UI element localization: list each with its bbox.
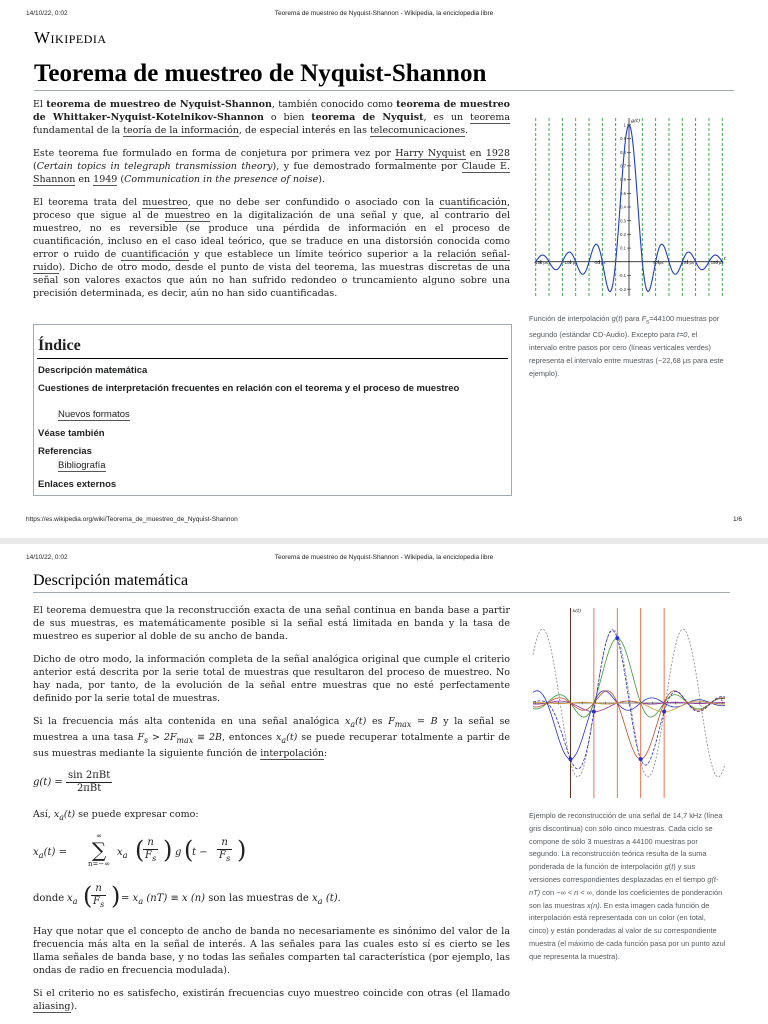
x-tick-label: 150 μs	[710, 259, 724, 265]
print-title: Teorema de muestreo de Nyquist-Shannon - Wikipedia, la enciclopedia libre	[274, 10, 494, 17]
print-footer	[26, 516, 742, 528]
toc-item-descripcion[interactable]: Descripción matemática	[38, 365, 148, 376]
sample-point	[639, 757, 643, 761]
x-axis-label: t	[721, 697, 724, 703]
paragraph-2: Este teorema fue formulado en forma de conjetura por primera vez por Harry Nyquist en 1928 (Certain topics in telegraph transmission theory), y fue demostrado formalmente por Claude E. Shannon en 1949 (Communication in the presence of noise).	[33, 148, 511, 185]
y-tick-label: 0.2	[620, 231, 626, 237]
link-claude-shannon[interactable]: Claude E. Shannon	[33, 161, 510, 185]
wordmark-text: Wikipedia	[34, 28, 107, 47]
pdf-page-2: 14/10/22, 0:02 Teorema de muestreo de Nyquist-Shannon - Wikipedia, la enciclopedia libre Descripción matemática El teorema demuestra que la reconstrucción exacta de una señal continua en banda base a partir de sus muestras, es matemáticamente posible si la señal está limitada en banda y la tasa de muestreo es superior al doble de su ancho de banda. Dicho de otro modo, la información completa de la señal analógica original que cumple el criterio anterior está descrita por la serie total de muestras que resultaron del proceso de muestreo. No hay nada, por tanto, de la evolución de la señal entre muestras que no esté perfectamente definido por la serie total de muestras. Si la frecuencia más alta contenida en una señal analógica $x_a(t)$ es $F_{max} = B$ y la señal se muestrea a una tasa $F_s > 2F_{max} \equiv 2B$, entonces $x_a(t)$ se puede recuperar totalmente a partir de sus muestras mediante la siguiente función de interpolación: g(t) = $\frac{\text{sin 2πBt}}{\text{2πBt}}$ Así, $x_a(t)$ se puede expresar como: $x_a(t)$ = ∞ ∑ n=−∞ $x_a$ ( $\frac{n}{F_s}$ ) g ( t − $\frac{n}{F_s}$ ) donde $x_a$ ( $\frac{n}{F_s}$ ) = $x_a$ (nT) ≡ x (n) son las muestras de $x_a$ (t). Hay que notar que el concepto de ancho de banda no necesariamente es sinónimo del valor de la frecuencia más alta en la señal de interés. A las señales para las cuales esto sí es cierto se les llama señales de banda base, y no todas las señales comparten tal característica (por ejemplo, las ondas de radio en frecuencia modulada). Si el criterio no es satisfecho, existirán frecuencias cuyo muestreo coincide con otras (el llamado aliasing). x(t) t Ejemplo de reconstrucción de una señal de 14,7 kHz (línea gris discontinua) con sólo cinco muestras. Cada ciclo se compone de sólo 3 muestras a 44100 muestras por segundo. La reconstrucción teórica resulta de la suma ponderada de la función de interpolación g(t) y sus versiones correspondientes desplazadas en el tiempo g(t-nT) con −∞ < n < ∞, donde los coeficientes de ponderación son las muestras x(n). En esta imagen cada función de interpolación está representada con un color (en total, cinco) y están ponderadas al valor de su correspondiente muestra (el máximo de cada función pasa por un punto azul que representa la muestra).	[0, 544, 768, 1024]
x-tick-label: -150 μs	[533, 259, 548, 265]
link-telecomunicaciones[interactable]: telecomunicaciones	[369, 125, 466, 136]
y-tick-label: 0.6	[620, 177, 626, 183]
table-of-contents	[33, 324, 512, 496]
paragraph-ancho-banda: Hay que notar que el concepto de ancho de banda no necesariamente es sinónimo del valor de la frecuencia más alta en la señal de interés. A las señales para las cuales esto sí es cierto se les llama señales de banda base, y no todas las señales comparten tal característica (por ejemplo, las ondas de radio en frecuencia modulada).	[33, 926, 510, 976]
link-cuantificacion-2[interactable]: cuantificación	[121, 249, 189, 260]
figure-1-caption: Función de interpolación g(t) para $F_s=44100$ muestras por segundo (estándar CD-Audio). Excepto para t=0, el intervalo entre pasos por cero (líneas verticales verdes) representa el intervalo entre muestras (~22,68 μs para este ejemplo).	[529, 314, 724, 378]
y-tick-label: 1	[623, 122, 626, 128]
y-tick-label: 0.8	[620, 149, 626, 155]
link-teorema[interactable]: teorema	[470, 112, 510, 123]
print-url: https://es.wikipedia.org/wiki/Teorema_de_muestreo_de_Nyquist-Shannon	[26, 516, 238, 523]
y-tick-label: 0.1	[620, 245, 626, 251]
toc-divider	[37, 358, 508, 359]
toc-item-enlaces-externos[interactable]: Enlaces externos	[38, 479, 117, 490]
paragraph-aliasing: Si el criterio no es satisfecho, existirán frecuencias cuyo muestreo coincide con otras (el llamado aliasing).	[33, 988, 510, 1012]
equation-g: g(t) = $\frac{\text{sin 2πBt}}{\text{2πBt}}$	[33, 770, 111, 794]
sinc-chart	[527, 110, 729, 306]
sample-point	[592, 710, 596, 714]
x-tick-label: 100 μs	[681, 259, 695, 265]
link-muestreo-2[interactable]: muestreo	[164, 210, 211, 221]
link-interpolacion[interactable]: interpolación	[260, 747, 325, 759]
y-tick-label: 0.7	[620, 163, 626, 169]
y-tick-label: 0.9	[620, 136, 626, 142]
toc-item-referencias[interactable]: Referencias	[38, 446, 92, 457]
link-teoria-informacion[interactable]: teoría de la información	[123, 125, 239, 136]
print-header	[26, 10, 742, 22]
link-1928[interactable]: 1928	[485, 148, 511, 159]
equation-donde: donde $x_a$ ( $\frac{n}{F_s}$ ) = $x_a$ (nT) ≡ x (n) son las muestras de $x_a$ (t).	[33, 882, 341, 910]
reconstruction-figure[interactable]	[529, 602, 731, 802]
section-heading-descripcion: Descripción matemática	[33, 572, 730, 593]
y-tick-label: -0.1	[618, 273, 626, 279]
page-title: Teorema de muestreo de Nyquist-Shannon	[34, 60, 734, 91]
print-header	[26, 554, 742, 566]
link-muestreo[interactable]: muestreo	[142, 197, 188, 208]
y-tick-label: 0.3	[620, 218, 626, 224]
paragraph-3: El teorema trata del muestreo, que no debe ser confundido o asociado con la cuantificación, proceso que sigue al de muestreo en la digitalización de una señal y que, al contrario del muestreo, no es reversible (se produce una pérdida de información en el proceso de cuantificación, incluso en el caso ideal teórico, que se traduce en una distorsión conocida como error o ruido de cuantificación y que establece un límite teórico superior a la relación señal-ruido). Dicho de otro modo, desde el punto de vista del teorema, las muestras discretas de una señal son valores exactos que aún no han sufrido redondeo o truncamiento alguno sobre una precisión determinada, es decir, aún no han sido cuantificadas.	[33, 197, 510, 299]
paragraph-2: Dicho de otro modo, la información completa de la señal analógica original que cumple el criterio anterior está descrita por la serie total de muestras que resultaron del proceso de muestreo. No hay nada, por tanto, de la evolución de la señal entre muestras que no esté perfectamente definido por la serie total de muestras.	[33, 654, 510, 704]
x-axis-label: t	[724, 255, 727, 262]
sample-point	[568, 757, 572, 761]
link-cuantificacion[interactable]: cuantificación	[439, 197, 507, 208]
print-page-number: 1/6	[732, 516, 742, 523]
print-datetime: 14/10/22, 0:02	[26, 10, 68, 17]
sample-point	[615, 636, 619, 640]
article-intro	[33, 98, 510, 310]
paragraph-3: Si la frecuencia más alta contenida en una señal analógica $x_a(t)$ es $F_{max} = B$ y la señal se muestrea a una tasa $F_s > 2F_{max} \equiv 2B$, entonces $x_a(t)$ se puede recuperar totalmente a partir de sus muestras mediante la siguiente función de interpolación:	[33, 716, 511, 759]
y-axis-label: g(t)	[631, 118, 641, 124]
paragraph-1: El teorema de muestreo de Nyquist-Shannon, también conocido como teorema de muestreo de Whittaker-Nyquist-Kotelnikov-Shannon o bien teorema de Nyquist, es un teorema fundamental de la teoría de la información, de especial interés en las telecomunicaciones.	[33, 99, 511, 136]
y-tick-label: -0.2	[618, 286, 626, 292]
toc-item-vease-tambien[interactable]: Véase también	[38, 428, 105, 439]
figure-2-caption: Ejemplo de reconstrucción de una señal de 14,7 kHz (línea gris discontinua) con sólo cinco muestras. Cada ciclo se compone de sólo 3 muestras a 44100 muestras por segundo. La reconstrucción teórica resulta de la suma ponderada de la función de interpolación g(t) y sus versiones correspondientes desplazadas en el tiempo g(t-nT) con −∞ < n < ∞, donde los coeficientes de ponderación son las muestras x(n). En esta imagen cada función de interpolación está representada con un color (en total, cinco) y están ponderadas al valor de su correspondiente muestra (el máximo de cada función pasa por un punto azul que representa la muestra).	[529, 811, 726, 961]
reconstruction-chart	[529, 602, 731, 802]
interpolation-curve	[533, 638, 725, 717]
x-tick-label: -50 μs	[593, 259, 606, 265]
wikipedia-wordmark[interactable]	[34, 28, 107, 48]
print-title: Teorema de muestreo de Nyquist-Shannon - Wikipedia, la enciclopedia libre	[274, 554, 494, 561]
toc-item-nuevos-formatos[interactable]: Nuevos formatos	[58, 409, 130, 420]
sample-point	[662, 710, 666, 714]
toc-title: Índice	[38, 337, 81, 354]
x-tick-label: 50 μs	[653, 259, 664, 265]
section-body-2	[33, 925, 510, 1023]
toc-item-cuestiones[interactable]: Cuestiones de interpretación frecuentes en relación con el teorema y el proceso de muestreo	[38, 383, 460, 394]
y-tick-label: 0.4	[620, 204, 626, 210]
print-datetime: 14/10/22, 0:02	[26, 554, 68, 561]
y-tick-label: 0.5	[620, 190, 626, 196]
paragraph-1: El teorema demuestra que la reconstrucción exacta de una señal continua en banda base a partir de sus muestras, es matemáticamente posible si la señal está limitada en banda y la tasa de muestreo es superior al doble de su ancho de banda.	[33, 605, 510, 642]
link-aliasing[interactable]: aliasing	[33, 1001, 71, 1012]
paragraph-asi: Así, $x_a(t)$ se puede expresar como:	[33, 809, 199, 822]
link-1949[interactable]: 1949	[93, 174, 118, 185]
section-body	[33, 604, 510, 770]
y-axis-label: x(t)	[572, 608, 582, 614]
link-relacion-senal-ruido[interactable]: relación señal-ruido	[33, 249, 510, 273]
sinc-figure[interactable]	[527, 110, 729, 306]
toc-item-bibliografia[interactable]: Bibliografía	[58, 460, 106, 471]
x-tick-label: -100 μs	[563, 259, 578, 265]
link-harry-nyquist[interactable]: Harry Nyquist	[395, 148, 466, 159]
